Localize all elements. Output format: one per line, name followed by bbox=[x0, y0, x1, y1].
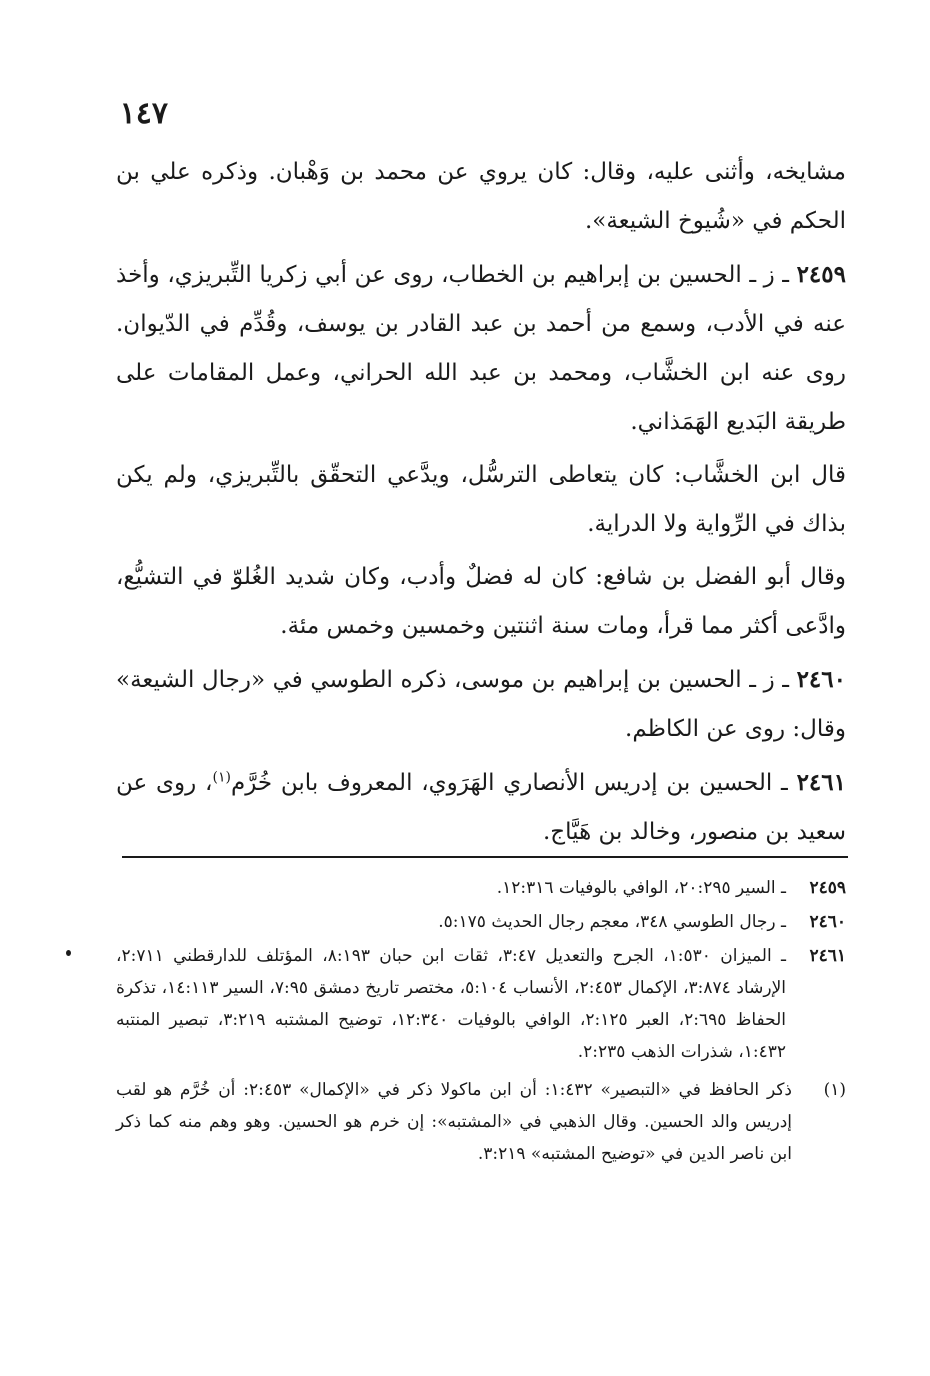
main-text bbox=[116, 148, 846, 861]
source-note-2459 bbox=[116, 872, 846, 904]
entry-number: ٢٤٦١ bbox=[796, 769, 846, 796]
entry-2459 bbox=[116, 250, 846, 447]
footnote-number: (١) bbox=[823, 1080, 846, 1100]
source-note-text: ـ رجال الطوسي ٣٤٨، معجم رجال الحديث ٥:١٧٥. bbox=[438, 912, 786, 932]
paragraph-text: ـ ز ـ الحسين بن إبراهيم بن موسى، ذكره الطوسي في «رجال الشيعة» وقال: روى عن الكاظم. bbox=[116, 667, 846, 742]
source-note-number: ٢٤٦١ bbox=[809, 946, 846, 966]
paragraph-text: ـ ز ـ الحسين بن إبراهيم بن الخطاب، روى عن أبي زكريا التِّبريزي، وأخذ عنه في الأدب، وسمع من أحمد بن عبد القادر بن يوسف، وقُدِّم في الدّيوان. روى عنه ابن الخشَّاب، ومحمد بن عبد الله الحراني، وعمل المقامات على طريقة البَديع الهَمَذاني. bbox=[116, 262, 846, 435]
paragraph-ibn-shafi bbox=[116, 553, 846, 651]
entry-2460 bbox=[116, 655, 846, 754]
paragraph-text: ـ الحسين بن إدريس الأنصاري الهَرَوي، المعروف بابن خُرَّم bbox=[230, 770, 797, 796]
paragraph-continuation bbox=[116, 148, 846, 246]
paragraph-text-tail: ، روى عن سعيد بن منصور، وخالد بن هَيَّاج. bbox=[116, 770, 846, 845]
paragraph-text: وقال أبو الفضل بن شافع: كان له فضلٌ وأدب، وكان شديد الغُلوّ في التشيُّع، وادَّعى أكثر مما قرأ، ومات سنة اثنتين وخمسين وخمس مئة. bbox=[116, 564, 846, 639]
footnote-1 bbox=[116, 1074, 846, 1170]
source-note-text: ـ السير ٢٠:٢٩٥، الوافي بالوفيات ١٢:٣١٦. bbox=[496, 878, 786, 898]
paragraph-ibn-khashab bbox=[116, 451, 846, 549]
page-number: ١٤٧ bbox=[119, 96, 168, 131]
entry-number: ٢٤٦٠ bbox=[796, 666, 846, 693]
stray-mark bbox=[66, 950, 71, 956]
footnote-reference[interactable]: (١) bbox=[212, 769, 231, 786]
source-note-text: ـ الميزان ١:٥٣٠، الجرح والتعديل ٣:٤٧، ثقات ابن حبان ٨:١٩٣، المؤتلف للدارقطني ٢:٧١١، الإرشاد ٣:٨٧٤، الإكمال ٢:٤٥٣، الأنساب ٥:١٠٤، مختصر تاريخ دمشق ٧:٩٥، السير ١٤:١١٣، تذكرة الحفاظ ٢:٦٩٥، العبر ٢:١٢٥، الوافي بالوفيات ١٢:٣٤٠، توضيح المشتبه ٣:٢١٩، تبصير المنتبه ١:٤٣٢، شذرات الذهب ٢:٢٣٥. bbox=[116, 946, 787, 1062]
paragraph-text: مشايخه، وأثنى عليه، وقال: كان يروي عن محمد بن وَهْبان. وذكره علي بن الحكم في «شُيوخ الشيعة». bbox=[116, 159, 846, 234]
footnote-divider bbox=[122, 856, 848, 858]
entry-2461 bbox=[116, 758, 846, 857]
footnotes bbox=[116, 872, 846, 1172]
source-note-2461 bbox=[116, 940, 846, 1068]
source-note-number: ٢٤٦٠ bbox=[809, 912, 846, 932]
source-note-number: ٢٤٥٩ bbox=[809, 878, 846, 898]
footnote-text: ذكر الحافظ في «التبصير» ١:٤٣٢: أن ابن ماكولا ذكر في «الإكمال» ٢:٤٥٣: أن خُرَّم هو لقب إدريس والد الحسين. وقال الذهبي في «المشتبه»: إن خرم هو الحسين. وهو وهم منه كما ذكر ابن ناصر الدين في «توضيح المشتبه» ٣:٢١٩. bbox=[116, 1080, 792, 1164]
paragraph-text: قال ابن الخشَّاب: كان يتعاطى الترسُّل، ويدَّعي التحقّق بالتِّبريزي، ولم يكن بذاك في الرِّواية ولا الدراية. bbox=[116, 462, 846, 537]
entry-number: ٢٤٥٩ bbox=[796, 261, 846, 288]
source-note-2460 bbox=[116, 906, 846, 938]
